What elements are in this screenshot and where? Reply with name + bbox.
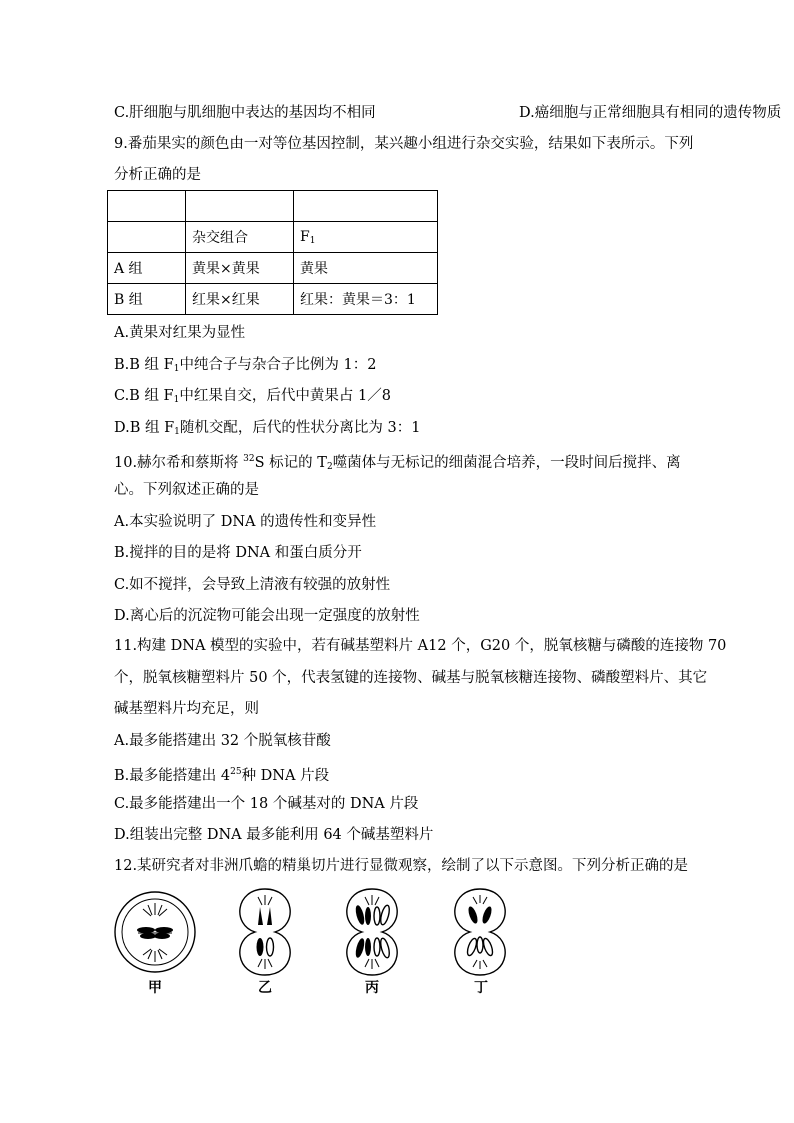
q9-option-b: B.B 组 $F_1$中纯合子与杂合子比例为 1：2 [114, 357, 377, 374]
figure-label-jia: 甲 [148, 980, 162, 996]
q10-option-c: C.如不搅拌，会导致上清液有较强的放射性 [114, 577, 391, 593]
table-header-row [108, 222, 438, 253]
table-cell: 红果×红果 [186, 284, 294, 315]
table-header-cell [108, 222, 186, 253]
table-cell: 黄果×黄果 [186, 253, 294, 284]
q12-stem: 12.某研究者对非洲爪蟾的精巢切片进行显微观察，绘制了以下示意图。下列分析正确的是 [114, 858, 689, 874]
table-cell [108, 191, 186, 222]
q8-options-row [114, 103, 782, 123]
cell-yi-icon [240, 889, 290, 975]
table-header-cell: 杂交组合 [186, 222, 294, 253]
cell-jia-icon [115, 892, 195, 972]
q10-stem-line1: 10.赫尔希和蔡斯将 $^{32}$S 标记的 $T_2$噬菌体与无标记的细菌混合培养，一段时间后搅拌、离 [114, 454, 681, 472]
cell-bing-icon [347, 889, 397, 975]
q11-option-d: D.组装出完整 DNA 最多能利用 64 个碱基塑料片 [114, 827, 434, 843]
figure-label-yi: 乙 [258, 980, 272, 996]
table-header-cell: $F_1$ [294, 222, 438, 253]
table-cell: 红果：黄果＝3：1 [294, 284, 438, 315]
table-row [108, 284, 438, 315]
table-cell [186, 191, 294, 222]
q11-option-c: C.最多能搭建出一个 18 个碱基对的 DNA 片段 [114, 796, 419, 812]
table-cell: 黄果 [294, 253, 438, 284]
q11-stem-line3: 碱基塑料片均充足，则 [114, 701, 259, 717]
q11-option-a: A.最多能搭建出 32 个脱氧核苷酸 [114, 733, 331, 749]
q10-option-d: D.离心后的沉淀物可能会出现一定强度的放射性 [114, 608, 420, 624]
q11-stem-line1: 11.构建 DNA 模型的实验中，若有碱基塑料片 A12 个，G20 个，脱氧核糖与磷酸的连接物 70 [114, 638, 727, 654]
q10-option-b: B.搅拌的目的是将 DNA 和蛋白质分开 [114, 545, 362, 561]
q11-stem-line2: 个，脱氧核糖塑料片 50 个，代表氢键的连接物、碱基与脱氧核糖连接物、磷酸塑料片、其它 [114, 670, 708, 686]
q10-stem-line2: 心。下列叙述正确的是 [114, 482, 259, 498]
q9-option-c: C.B 组 $F_1$中红果自交，后代中黄果占 1／8 [114, 388, 391, 405]
q10-option-a: A.本实验说明了 DNA 的遗传性和变异性 [114, 514, 377, 530]
table-cell [294, 191, 438, 222]
table-row [108, 253, 438, 284]
table-cell: B 组 [108, 284, 186, 315]
table-row [108, 191, 438, 222]
cell-division-figures [110, 885, 530, 1000]
figure-label-bing: 丙 [365, 980, 379, 996]
cell-ding-icon [455, 889, 505, 975]
q8-option-d: D.癌细胞与正常细胞具有相同的遗传物质 [519, 105, 782, 121]
q9-stem-line2: 分析正确的是 [114, 167, 201, 183]
table-cell: A 组 [108, 253, 186, 284]
q9-stem-line1: 9.番茄果实的颜色由一对等位基因控制，某兴趣小组进行杂交实验，结果如下表所示。下列 [114, 136, 694, 152]
q9-cross-table [107, 190, 438, 315]
q9-option-a: A.黄果对红果为显性 [114, 325, 246, 341]
q9-option-d: D.B 组 $F_1$随机交配，后代的性状分离比为 3：1 [114, 420, 421, 437]
q8-option-c: C.肝细胞与肌细胞中表达的基因均不相同 [114, 105, 376, 121]
q11-option-b: B.最多能搭建出 $4^{25}$种 DNA 片段 [114, 767, 330, 784]
figure-label-ding: 丁 [474, 980, 488, 996]
